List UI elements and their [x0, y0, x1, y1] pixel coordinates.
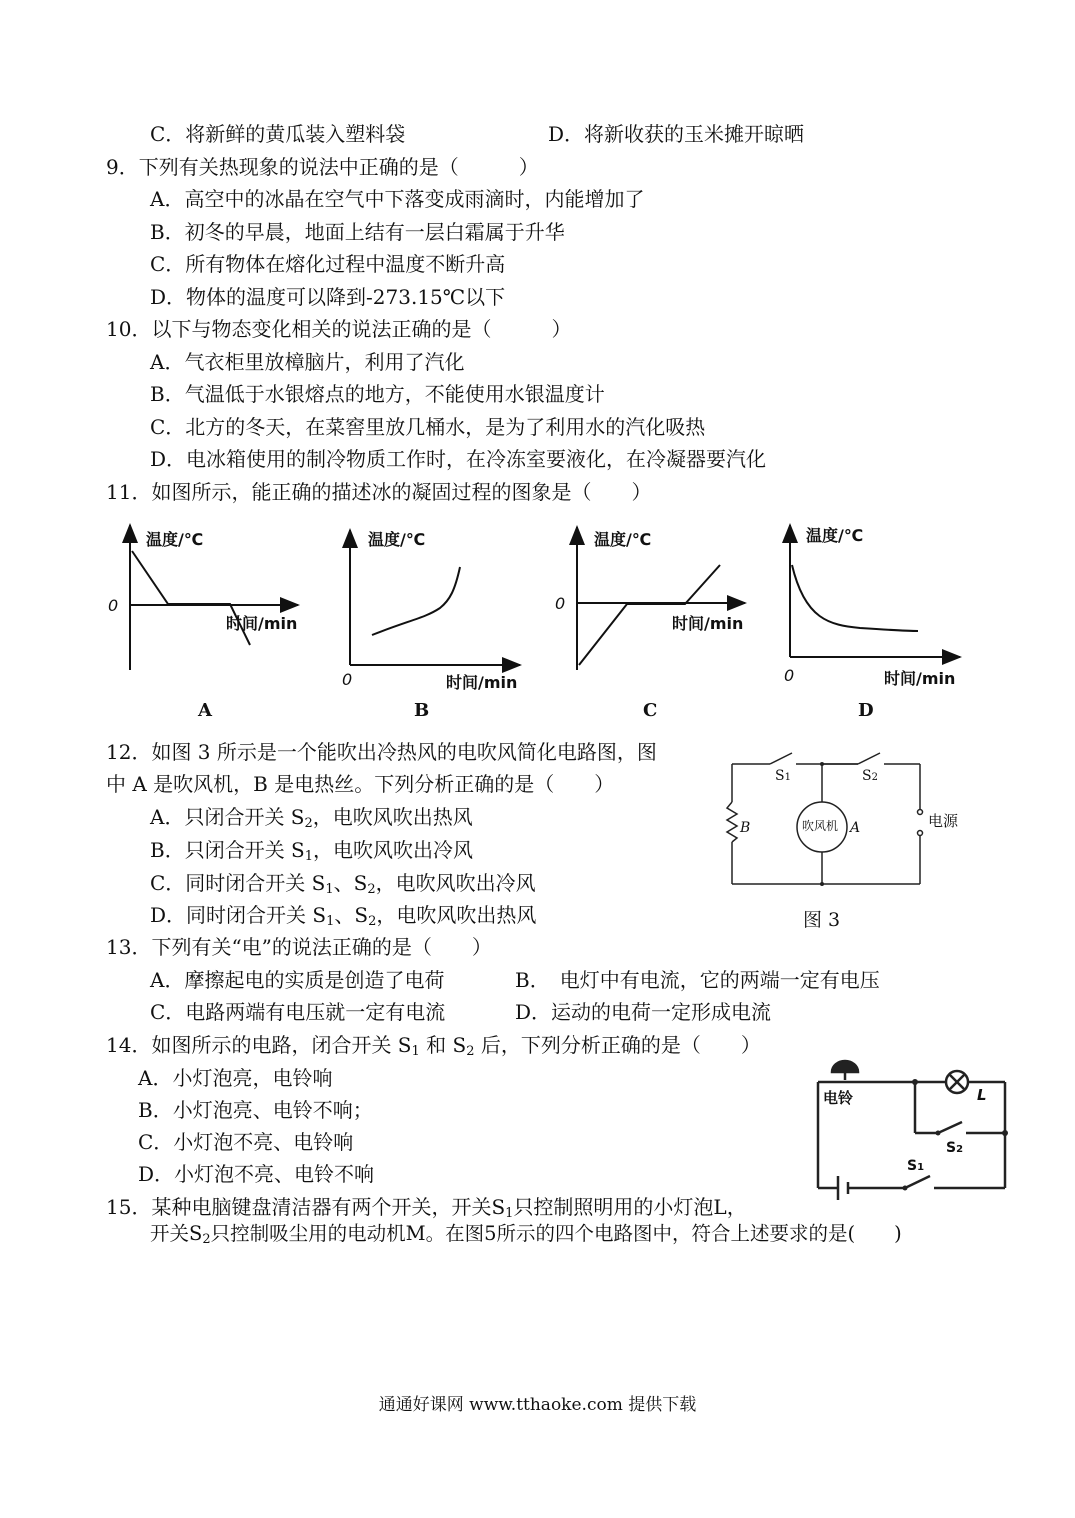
graph-d-xlabel: 时间/min: [884, 669, 956, 688]
graph-d-label: D: [858, 700, 874, 721]
fig3-s1-label: S1: [775, 768, 791, 784]
graph-c-ylabel: 温度/℃: [594, 530, 652, 549]
graph-b-zero: 0: [342, 670, 353, 689]
fig3-motor-label: 吹风机: [802, 819, 839, 833]
q14-option-a: A．小灯泡亮，电铃响: [138, 1066, 333, 1090]
graph-d-ylabel: 温度/℃: [806, 526, 864, 545]
q13-stem: 13．下列有关“电”的说法正确的是（ ）: [106, 935, 492, 959]
q13-option-d: D．运动的电荷一定形成电流: [515, 1000, 772, 1024]
q15-stem-line1: 15．某种电脑键盘清洁器有两个开关，开关$S_1$只控制照明用的小灯泡L，: [106, 1195, 747, 1221]
q14-stem: 14．如图所示的电路，闭合开关 $S_1$ 和 $S_2$ 后，下列分析正确的是（ ）: [106, 1033, 761, 1059]
q10-option-b: B．气温低于水银熔点的地方，不能使用水银温度计: [150, 382, 605, 406]
graph-a-ylabel: 温度/℃: [146, 530, 204, 549]
q12-option-a: A．只闭合开关 $S_2$，电吹风吹出热风: [150, 805, 473, 831]
page-footer: 通通好课网 www.tthaoke.com 提供下载: [378, 1395, 697, 1415]
q13-option-b: B． 电灯中有电流，它的两端一定有电压: [515, 968, 880, 992]
fig3-s2-label: S2: [862, 768, 878, 784]
graph-b-xlabel: 时间/min: [446, 673, 518, 692]
q13-option-a: A．摩擦起电的实质是创造了电荷: [150, 968, 445, 992]
fig14-bell-label: 电铃: [823, 1089, 854, 1107]
q8-option-d: D．将新收获的玉米摊开晾晒: [548, 122, 805, 146]
graph-d-zero: 0: [784, 666, 795, 685]
q14-option-c: C．小灯泡不亮、电铃响: [138, 1130, 354, 1154]
fig14-s1-label: S1: [907, 1158, 925, 1174]
q9-option-c: C．所有物体在熔化过程中温度不断升高: [150, 252, 506, 276]
graph-a-label: A: [198, 700, 212, 721]
q9-option-a: A．高空中的冰晶在空气中下落变成雨滴时，内能增加了: [150, 187, 645, 211]
q12-option-b: B．只闭合开关 $S_1$，电吹风吹出冷风: [150, 838, 474, 864]
fig14-s2-label: S2: [946, 1140, 964, 1156]
q15-stem-line2: 开关$S_2$只控制吸尘用的电动机M。在图5所示的四个电路图中，符合上述要求的是( ): [150, 1222, 902, 1247]
graph-c-label: C: [643, 700, 658, 721]
figure-14-circuit: [810, 1050, 1025, 1200]
q9-option-d: D．物体的温度可以降到-273.15℃以下: [150, 285, 506, 309]
q12-stem-line2: 中 A 是吹风机，B 是电热丝。下列分析正确的是（ ）: [106, 772, 615, 796]
fig3-source-label: 电源: [928, 812, 959, 830]
fig14-lamp-label: L: [977, 1086, 987, 1104]
q9-option-b: B．初冬的早晨，地面上结有一层白霜属于升华: [150, 220, 565, 244]
graph-b-label: B: [414, 700, 430, 721]
graph-b: [350, 530, 520, 665]
graph-c-xlabel: 时间/min: [672, 614, 744, 633]
q14-option-d: D．小灯泡不亮、电铃不响: [138, 1162, 375, 1186]
graph-b-ylabel: 温度/℃: [368, 530, 426, 549]
q8-option-c: C．将新鲜的黄瓜装入塑料袋: [150, 122, 406, 146]
q13-option-c: C．电路两端有电压就一定有电流: [150, 1000, 446, 1024]
graph-a-xlabel: 时间/min: [226, 614, 298, 633]
fig3-a-label: A: [850, 820, 861, 836]
q9-stem: 9．下列有关热现象的说法中正确的是（ ）: [106, 155, 539, 179]
q14-option-b: B．小灯泡亮、电铃不响；: [138, 1098, 373, 1122]
q10-stem: 10．以下与物态变化相关的说法正确的是（ ）: [106, 317, 572, 341]
q12-option-d: D．同时闭合开关 $S_1$、$S_2$，电吹风吹出热风: [150, 903, 537, 929]
fig3-b-label: B: [740, 820, 751, 836]
fig3-caption: 图 3: [803, 909, 841, 931]
q11-stem: 11．如图所示，能正确的描述冰的凝固过程的图象是（ ）: [106, 480, 652, 504]
graph-a-zero: 0: [108, 596, 119, 615]
q10-option-d: D．电冰箱使用的制冷物质工作时，在冷冻室要液化，在冷凝器要汽化: [150, 447, 767, 471]
q12-stem-line1: 12．如图 3 所示是一个能吹出冷热风的电吹风简化电路图，图: [106, 740, 657, 764]
q10-option-c: C．北方的冬天，在菜窖里放几桶水，是为了利用水的汽化吸热: [150, 415, 706, 439]
graph-c-zero: 0: [555, 594, 566, 613]
q12-option-c: C．同时闭合开关 $S_1$、$S_2$，电吹风吹出冷风: [150, 871, 536, 897]
figure-3-circuit: [720, 752, 980, 942]
q10-option-a: A．气衣柜里放樟脑片，利用了汽化: [150, 350, 465, 374]
